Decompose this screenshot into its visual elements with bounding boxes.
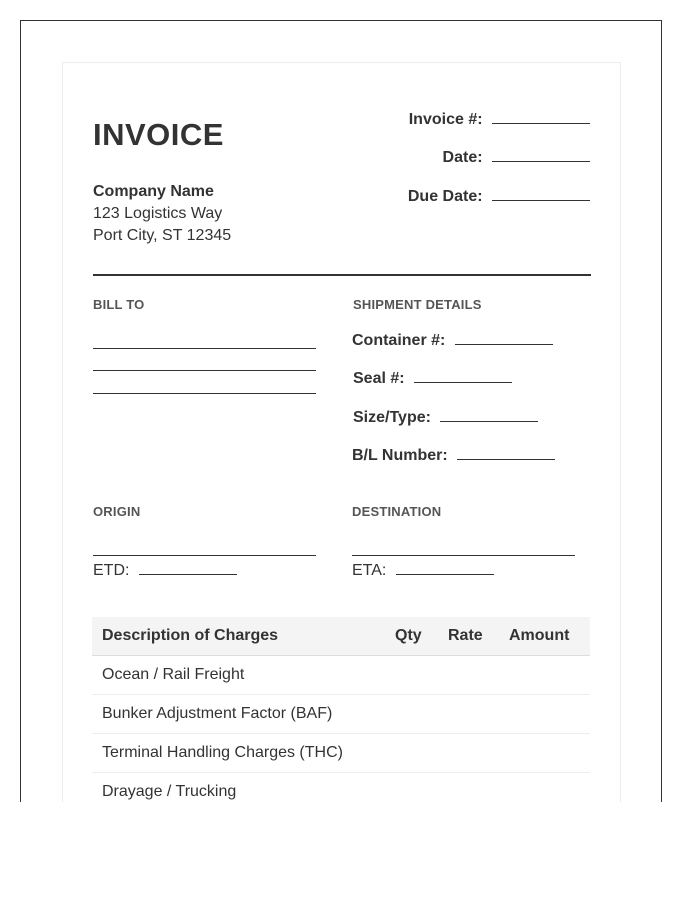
company-address-line2: Port City, ST 12345 — [93, 227, 232, 244]
bl-number-row — [352, 447, 555, 465]
etd-row — [93, 562, 237, 580]
etd-field[interactable] — [139, 574, 237, 575]
eta-label: ETA: — [352, 562, 387, 579]
bill-to-line-3[interactable] — [93, 393, 316, 394]
invoice-number-row — [409, 111, 590, 129]
header-divider — [93, 274, 591, 276]
container-row — [352, 332, 553, 350]
invoice-date-label: Date: — [442, 149, 483, 166]
bill-to-line-1[interactable] — [93, 348, 316, 349]
table-row[interactable] — [92, 734, 590, 773]
invoice-number-field[interactable] — [492, 123, 590, 124]
due-date-label: Due Date: — [407, 188, 483, 205]
table-row[interactable] — [92, 695, 590, 734]
charge-description: Terminal Handling Charges (THC) — [102, 744, 343, 761]
bill-to-label: BILL TO — [93, 297, 145, 312]
destination-line[interactable] — [352, 555, 575, 556]
size-type-row — [353, 409, 538, 427]
eta-row — [352, 562, 494, 580]
destination-label: DESTINATION — [352, 504, 442, 519]
charges-table — [92, 617, 590, 802]
header-amount: Amount — [509, 627, 570, 644]
page-frame — [20, 20, 662, 802]
due-date-row — [408, 188, 590, 206]
header-description: Description of Charges — [102, 627, 279, 644]
invoice-date-field[interactable] — [492, 161, 590, 162]
company-address-line1: 123 Logistics Way — [93, 205, 223, 222]
etd-label: ETD: — [93, 562, 130, 579]
charge-description: Bunker Adjustment Factor (BAF) — [102, 705, 333, 722]
due-date-field[interactable] — [492, 200, 590, 201]
charge-description: Drayage / Trucking — [102, 783, 237, 800]
charges-table-header — [92, 617, 590, 656]
invoice-number-label: Invoice #: — [408, 111, 483, 128]
table-row[interactable] — [92, 656, 590, 695]
header-qty: Qty — [395, 627, 422, 644]
invoice-title: INVOICE — [93, 117, 224, 152]
eta-field[interactable] — [396, 574, 494, 575]
seal-label: Seal #: — [353, 370, 405, 387]
bill-to-line-2[interactable] — [93, 370, 316, 371]
bl-number-field[interactable] — [457, 459, 555, 460]
invoice-date-row — [443, 149, 590, 167]
charge-description: Ocean / Rail Freight — [102, 666, 245, 683]
bl-number-label: B/L Number: — [352, 447, 448, 464]
size-type-label: Size/Type: — [353, 409, 431, 426]
seal-field[interactable] — [414, 382, 512, 383]
origin-line[interactable] — [93, 555, 316, 556]
origin-label: ORIGIN — [93, 504, 141, 519]
company-name: Company Name — [93, 183, 214, 200]
seal-row — [353, 370, 512, 388]
container-label: Container #: — [352, 332, 446, 349]
size-type-field[interactable] — [440, 421, 538, 422]
header-rate: Rate — [448, 627, 483, 644]
container-field[interactable] — [455, 344, 553, 345]
shipment-details-label: SHIPMENT DETAILS — [353, 297, 482, 312]
table-row[interactable] — [92, 773, 590, 802]
